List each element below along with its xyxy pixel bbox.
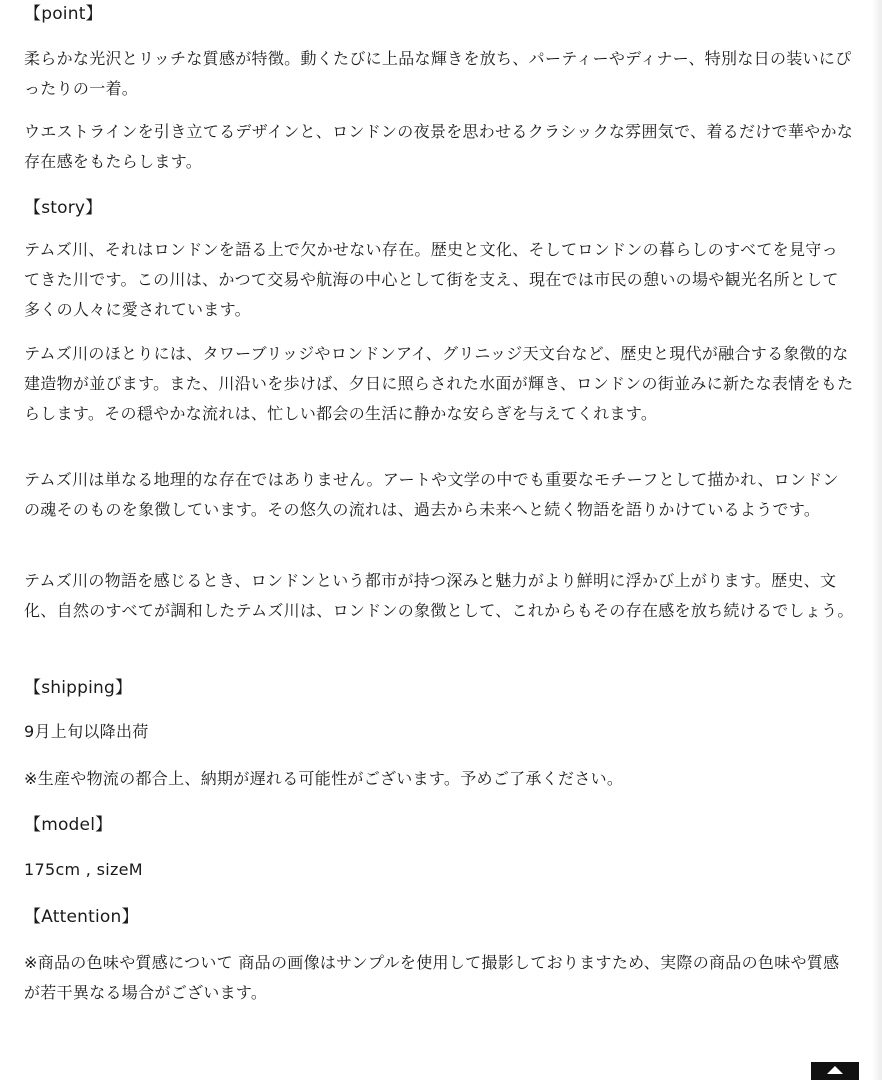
shipping-date: 9月上旬以降出荷 bbox=[24, 722, 149, 741]
section-heading-shipping: 【shipping】 bbox=[24, 678, 133, 698]
point-paragraph-2: ウエストラインを引き立てるデザインと、ロンドンの夜景を思わせるクラシックな雰囲気で、着るだけで華やかな存在感をもたらします。 bbox=[24, 122, 854, 171]
section-heading-story: 【story】 bbox=[24, 198, 103, 218]
model-size: 175cm , sizeM bbox=[24, 860, 143, 879]
story-paragraph-2: テムズ川のほとりには、タワーブリッジやロンドンアイ、グリニッジ天文台など、歴史と現代が融合する象徴的な建造物が並びます。また、川沿いを歩けば、夕日に照らされた水面が輝き、ロンドンの街並みに新たな表情をもたらします。その穏やかな流れは、忙しい都会の生活に静かな安らぎを与えてくれます。 bbox=[24, 344, 854, 423]
chevron-up-icon bbox=[827, 1066, 843, 1074]
back-to-top-button[interactable] bbox=[811, 1062, 859, 1080]
section-heading-attention: 【Attention】 bbox=[24, 907, 139, 927]
section-heading-model: 【model】 bbox=[24, 815, 113, 835]
story-paragraph-3: テムズ川は単なる地理的な存在ではありません。アートや文学の中でも重要なモチーフとして描かれ、ロンドンの魂そのものを象徴しています。その悠久の流れは、過去から未来へと続く物語を語りかけているようです。 bbox=[24, 470, 839, 519]
shipping-note: ※生産や物流の都合上、納期が遅れる可能性がございます。予めご了承ください。 bbox=[24, 769, 624, 788]
section-heading-point: 【point】 bbox=[24, 4, 103, 24]
story-paragraph-1: テムズ川、それはロンドンを語る上で欠かせない存在。歴史と文化、そしてロンドンの暮らしのすべてを見守ってきた川です。この川は、かつて交易や航海の中心として街を支え、現在では市民の憩いの場や観光名所として多くの人々に愛されています。 bbox=[24, 240, 839, 319]
right-edge-shadow bbox=[872, 0, 882, 1080]
point-paragraph-1: 柔らかな光沢とリッチな質感が特徴。動くたびに上品な輝きを放ち、パーティーやディナー、特別な日の装いにぴったりの一着。 bbox=[24, 49, 852, 98]
attention-note: ※商品の色味や質感について 商品の画像はサンプルを使用して撮影しておりますため、実際の商品の色味や質感が若干異なる場合がございます。 bbox=[24, 953, 840, 1002]
story-paragraph-4: テムズ川の物語を感じるとき、ロンドンという都市が持つ深みと魅力がより鮮明に浮かび上がります。歴史、文化、自然のすべてが調和したテムズ川は、ロンドンの象徴として、これからもその存在感を放ち続けるでしょう。 bbox=[24, 571, 854, 620]
